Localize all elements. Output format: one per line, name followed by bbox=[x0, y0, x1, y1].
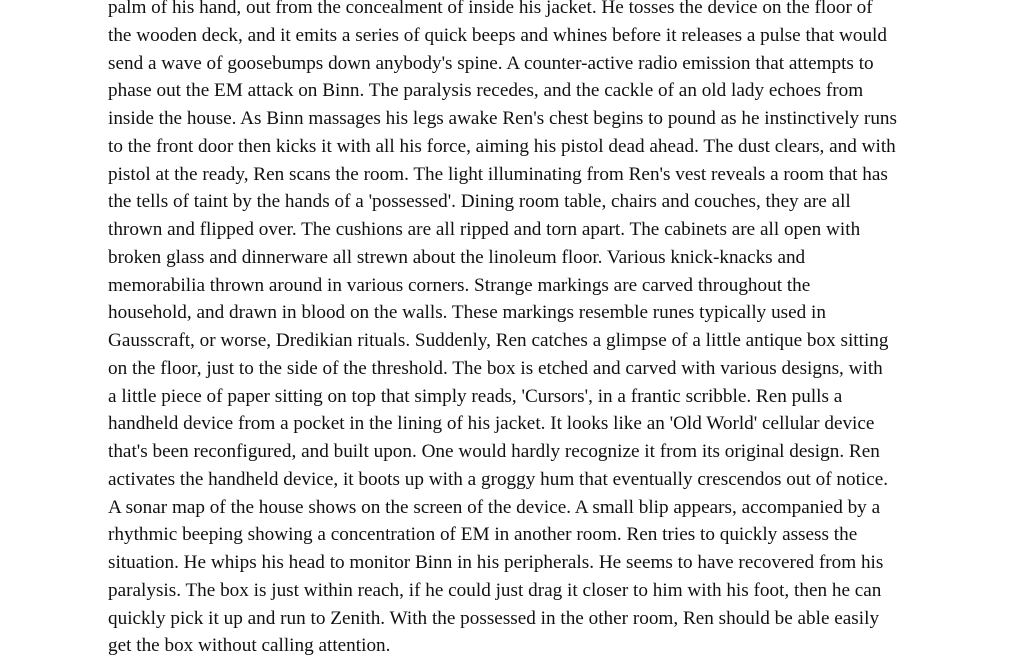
text-line: quickly pick it up and run to Zenith. With the possessed in the other room, Ren should be able easily bbox=[108, 607, 880, 629]
text-line: A sonar map of the house shows on the screen of the device. A small blip appears, accompanied by a bbox=[108, 496, 881, 518]
text-line: send a wave of goosebumps down anybody's spine. A counter-active radio emission that attempts to bbox=[108, 52, 874, 74]
text-line: palm of his hand, out from the concealment of inside his jacket. He tosses the device on the floor of bbox=[108, 0, 873, 18]
text-line: household, and drawn in blood on the walls. These markings resemble runes typically used in bbox=[108, 302, 826, 324]
text-line: the tells of taint by the hands of a 'possessed'. Dining room table, chairs and couches, they are all bbox=[108, 191, 851, 213]
text-line: the wooden deck, and it emits a series of quick beeps and whines before it releases a pulse that would bbox=[108, 24, 887, 46]
text-line: inside the house. As Binn massages his legs awake Ren's chest begins to pound as he instinctively runs bbox=[108, 108, 897, 129]
text-line: Gausscraft, or worse, Dredikian rituals. Suddenly, Ren catches a glimpse of a little antique box sitting bbox=[108, 330, 889, 351]
text-line: rhythmic beeping showing a concentration of EM in another room. Ren tries to quickly assess the bbox=[108, 524, 858, 546]
text-line: paralysis. The box is just within reach, if he could just drag it closer to him with his foot, then he can bbox=[108, 579, 882, 601]
text-line: thrown and flipped over. The cushions are all ripped and torn apart. The cabinets are all open with bbox=[108, 219, 861, 240]
text-line: get the box without calling attention. bbox=[108, 635, 391, 657]
text-line: activates the handheld device, it boots up with a groggy hum that eventually crescendos out of notice. bbox=[108, 468, 889, 490]
text-line: handheld device from a pocket in the lining of his jacket. It looks like an 'Old World' cellular device bbox=[108, 413, 875, 435]
text-line: that's been reconfigured, and built upon. One would hardly recognize it from its original design. Ren bbox=[108, 441, 880, 462]
text-line: to the front door then kicks it with all his force, aiming his pistol dead ahead. The dust clears, and with bbox=[108, 135, 896, 157]
text-line: phase out the EM attack on Binn. The paralysis recedes, and the cackle of an old lady echoes from bbox=[108, 80, 864, 102]
text-line: pistol at the ready, Ren scans the room. The light illuminating from Ren's vest reveals a room that has bbox=[108, 163, 888, 185]
text-line: situation. He whips his head to monitor Binn in his peripherals. He seems to have recovered from his bbox=[108, 552, 884, 573]
text-line: memorabilia thrown around in various corners. Strange markings are carved throughout the bbox=[108, 274, 811, 296]
text-line: broken glass and dinnerware all strewn about the linoleum floor. Various knick-knacks and bbox=[108, 246, 806, 268]
text-line: on the floor, just to the side of the threshold. The box is etched and carved with various designs, with bbox=[108, 357, 883, 379]
text-line: a little piece of paper sitting on top that simply reads, 'Cursors', in a frantic scribble. Ren pulls a bbox=[108, 385, 843, 407]
story-paragraph bbox=[108, 0, 928, 660]
